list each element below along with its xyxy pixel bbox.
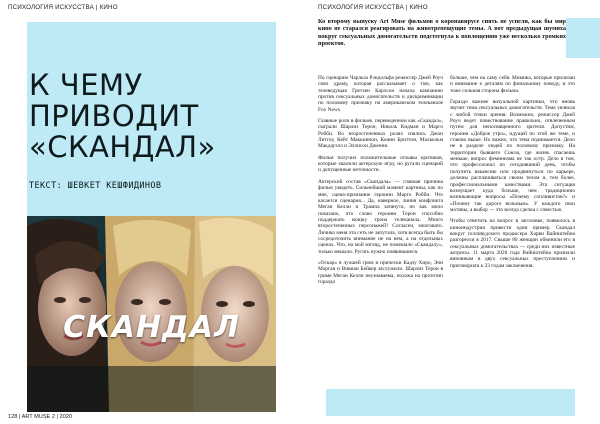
paragraph: Гораздо важнее визуальной картинки, что вновь звучит тема сексуальных домогательств. Тема увлекла с любой точки зрения. Возможно, режиссер Джей Роуч ведет повествование правильно, отвлеченным путем для непосвященного зрителя. Допустим, героини «Доброе утро», идущей по этой же теме, и ставлю выше. Но важно, что тема поднимается. Дело не в разделе людей по половому признаку. На территории бывшего Союза, где жизнь спасаешь меньше, вопрос феминизма не так остр. Дело в том, что профессионал по сегодняшний день, чтобы получить вакансию или продвинуться по карьере, должны расплачиваться своим телом и, тем более, профессиональными качествами. Эта ситуация возмущает куда больше, чем традиционно возникающие вопросы «Почему сопливистов?» и «Почему так дорого вольным». У каждого свои мотивы, а выбор — это всегда сделка с совестью. [450,99,575,213]
article-byline: ТЕКСТ: ШЕВКЕТ КЕШФИДИНОВ [29,181,162,191]
article-lead: Ко второму выпуску Art Muse фильмов о коронавирусе снять не успели, как бы мир кино не старался реагировать на животрепещущие темы. А вот предыдущая шумиха вокруг сексуальных домогательств подстегнула к воплощению уже несколько громких проектов. [318,18,566,47]
decorative-cyan-block-top [566,18,600,58]
paragraph: Чтобы ответить на вопрос в заголовке, появилось в киноиндустрии привести одни пример. Скандал вокруг голливудского продюсера Харви Вайнштейна разгорелся в 2017. Свыше 80 женщин обвинили его в сексуальных домогательствах — среди них известные актрисы. 11 марта 2020 года Вайнштейна признали виновным в двух сексуальных преступлениях и приговорили к 23 годам заключения. [450,218,575,269]
headline-line-3: «СКАНДАЛ» [29,130,216,164]
running-header-left: ПСИХОЛОГИЯ ИСКУССТВА | КИНО [8,4,118,11]
paragraph: Главные роли в фильме, переведенном как «Скандал», сыграли Шарлиз Терон, Николь Кидман и Марго Робби. Во второстепенных ролях снялись Джон Литгоу, Кейт Маккиннон, Конни Бриттон, Малкольм Макдауэлл и Эллисон Дженни. [318,118,443,150]
paragraph: «Оскар» в лучшей грим и прически Кадзу Хиро, Энн Морган и Вивиан Бейкер заслужили. Шарлиз Терон в гриме Меган Келли неузнаваема, похожа на прототип гораздо [318,259,443,285]
headline-line-1: К ЧЕМУ [29,68,143,102]
paragraph: По сценарию Чарльза Рэндольфа режиссер Джей Роуч снял драму, которая рассказывает о том, как телеведущая Гретхен Карлсон начала кампанию против сексуальных домогательств и дискриминации по половому признаку на американском телеканале Fox News. [318,75,443,113]
paragraph: больше, чем на саму себя. Мимика, которые прилизан и внимание к деталям по финальному поводу, и это тоже сильная сторона фильма. [450,75,575,94]
page-folio: 128 | ART MUSE 2 | 2020 [8,414,72,420]
paragraph: Фильм получил положительные отзывы критиков, которые хвалили актерскую игру, но ругали сценарий и допущенные неточности. [318,154,443,174]
article-column-1 [318,75,443,290]
paragraph: Актерский состав «Скандала» — главная причина фильм увидеть. Сильнейший момент картины, как по мне, сцена-признание героини Марго Робби. Что касается сценария... Да, наверное, линия конфликта Меган Келли и Трампа затянута, но как мило показано, что слово героини Терон способно поддержать мощку трона телеканала. Много второстепенных персонажей? Согласен, многовато. Личико меня эта сеть не запутала, хотя всегда быть бы сосредоточить внимание не на нем, а на отдельных сценах. Что, на мой взгляд, не помешало «Скандалу», только мешало. Ругать нужно появившиеся. [318,178,443,255]
poster-title: СКАНДАЛ [63,310,240,345]
article-headline [27,70,276,163]
headline-line-2: ПРИВОДИТ [29,99,199,133]
running-header-right: ПСИХОЛОГИЯ ИСКУССТВА | КИНО [318,4,428,11]
article-column-2 [450,75,575,274]
decorative-cyan-block-bottom [326,389,575,416]
movie-poster [27,216,276,412]
